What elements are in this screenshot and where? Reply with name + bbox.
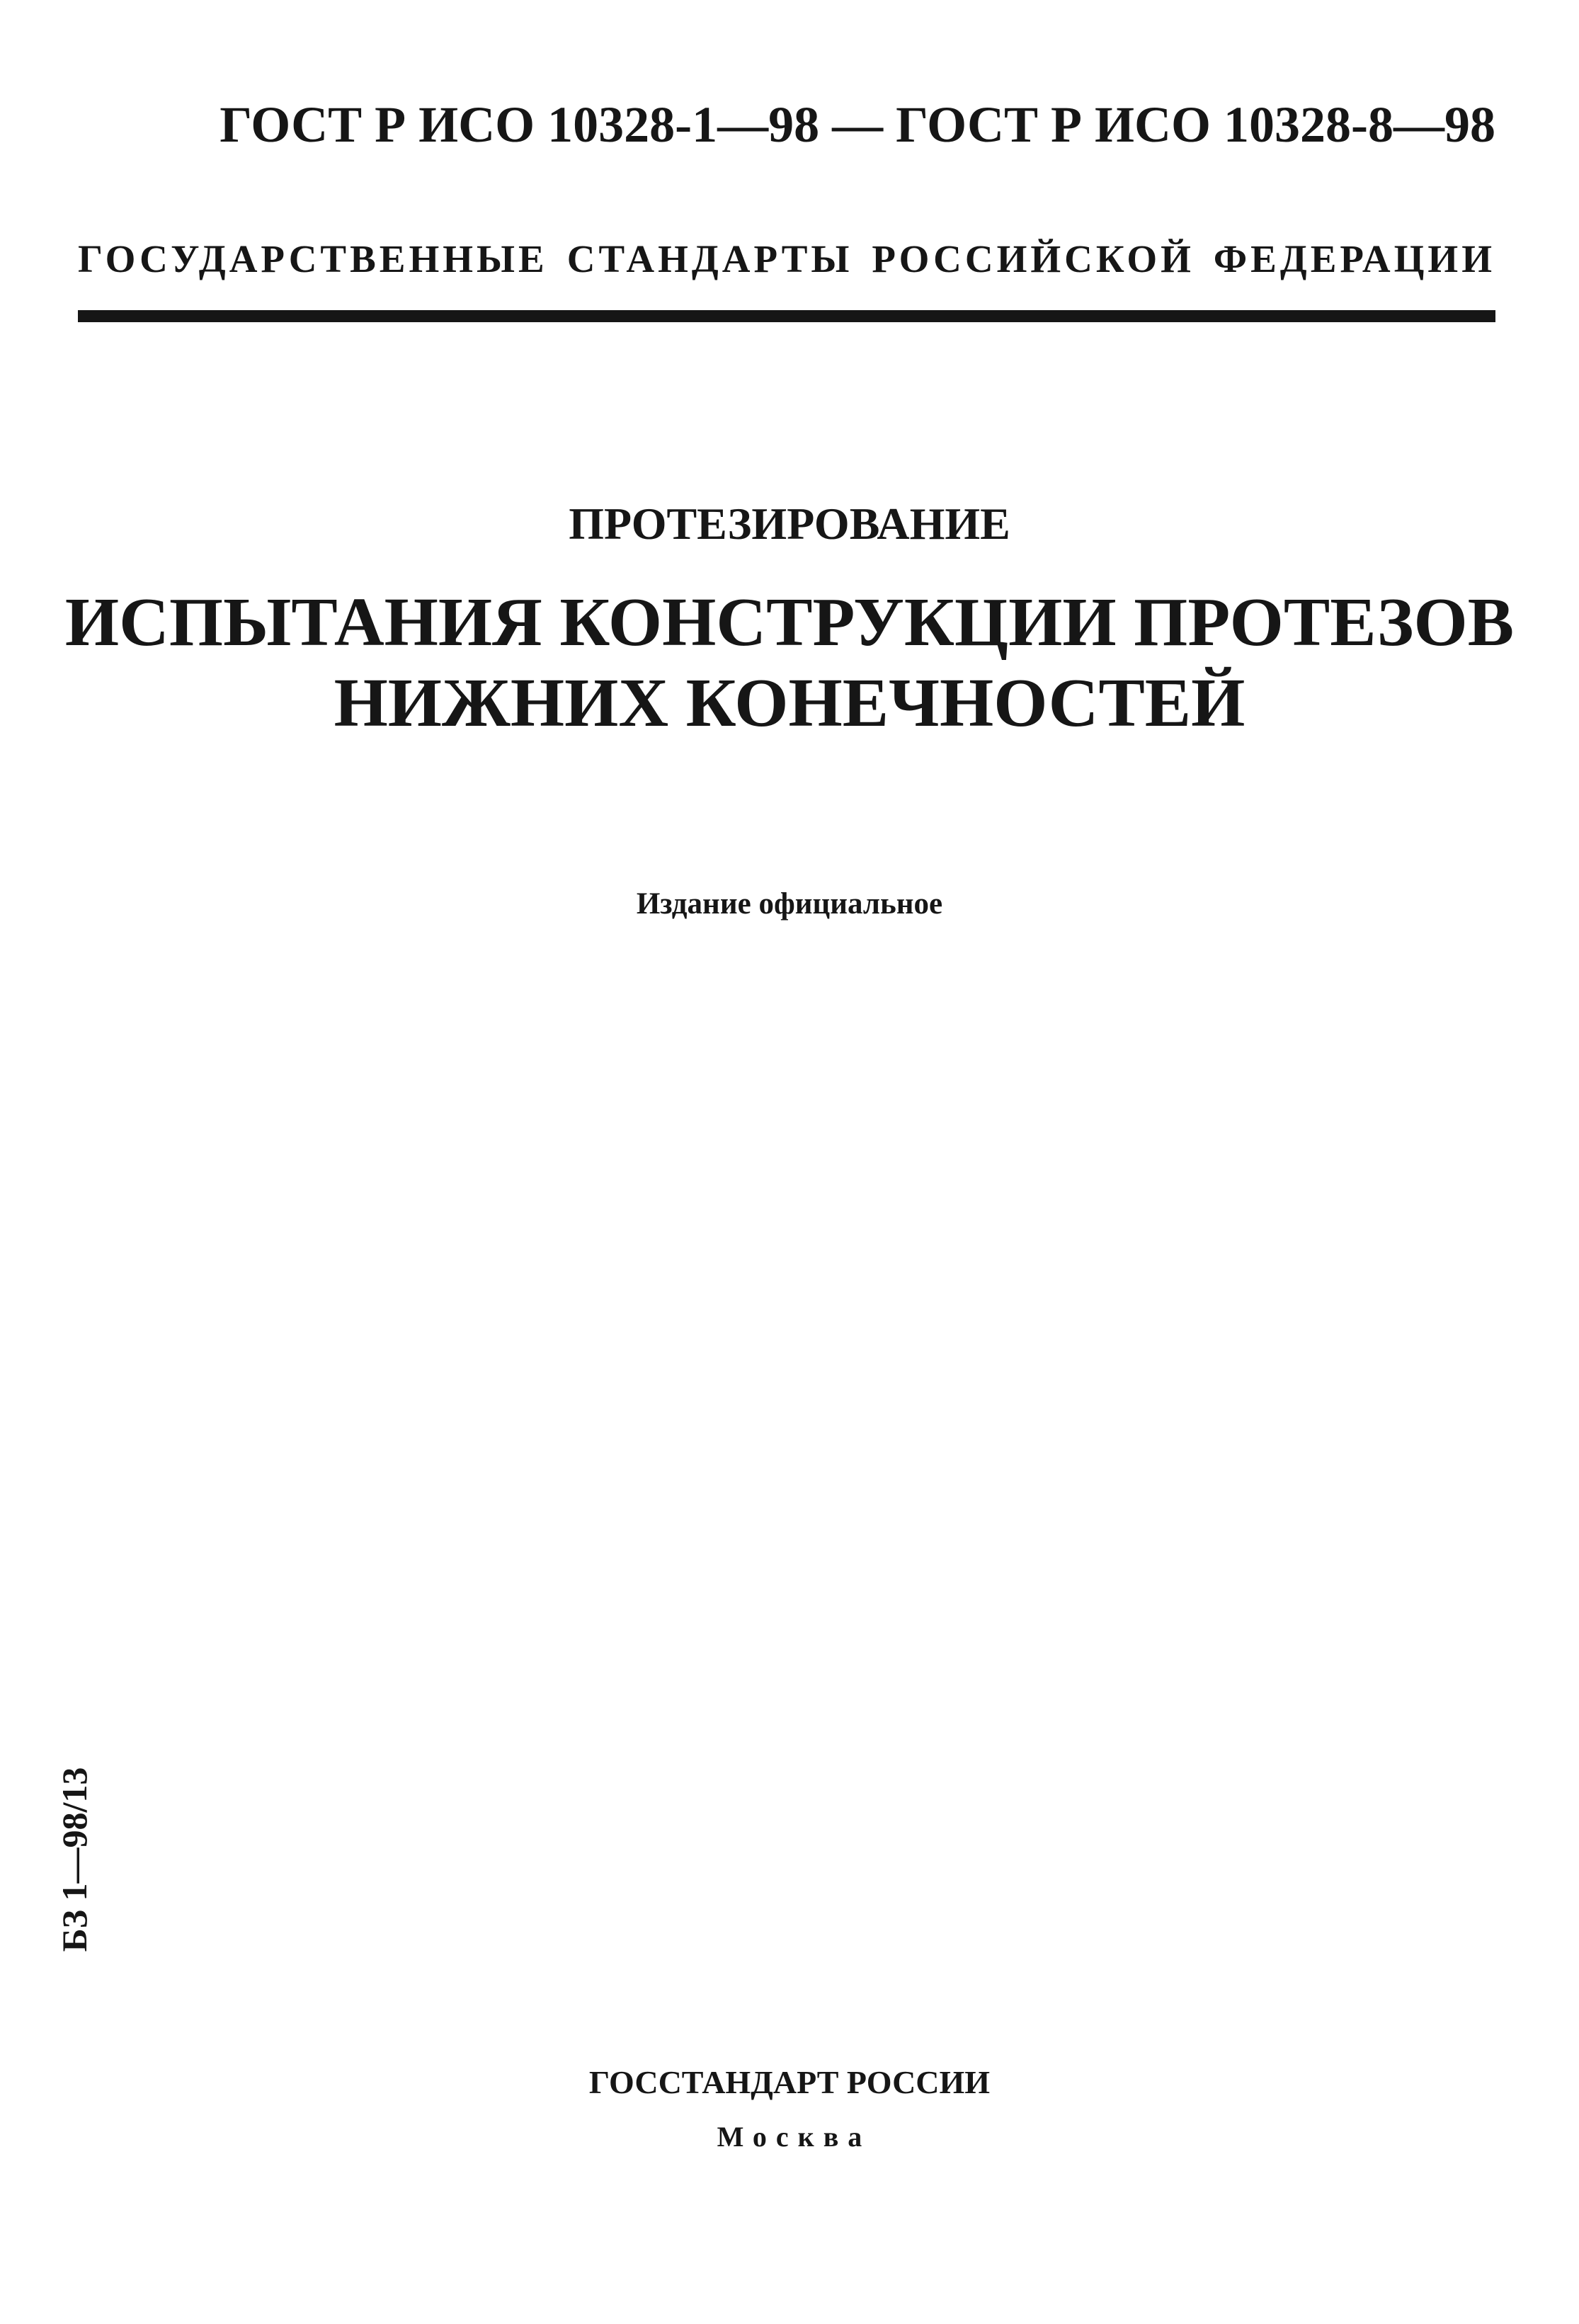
document-title — [0, 582, 1579, 744]
catalog-code: БЗ 1—98/13 — [55, 1767, 94, 1952]
document-title-line-1: ИСПЫТАНИЯ КОНСТРУКЦИИ ПРОТЕЗОВ — [64, 584, 1515, 661]
header-divider-rule — [78, 310, 1495, 322]
document-title-line-2: НИЖНИХ КОНЕЧНОСТЕЙ — [334, 665, 1245, 741]
document-category: ПРОТЕЗИРОВАНИЕ — [569, 499, 1010, 549]
publication-city: Москва — [717, 2121, 872, 2153]
edition-note: Издание официальное — [636, 887, 943, 921]
standard-designation: ГОСТ Р ИСО 10328-1—98 — ГОСТ Р ИСО 10328-8—98 — [220, 96, 1495, 153]
standards-series-title: ГОСУДАРСТВЕННЫЕ СТАНДАРТЫ РОССИЙСКОЙ ФЕДЕРАЦИИ — [78, 237, 1495, 280]
publisher-name: ГОССТАНДАРТ РОССИИ — [588, 2064, 991, 2100]
